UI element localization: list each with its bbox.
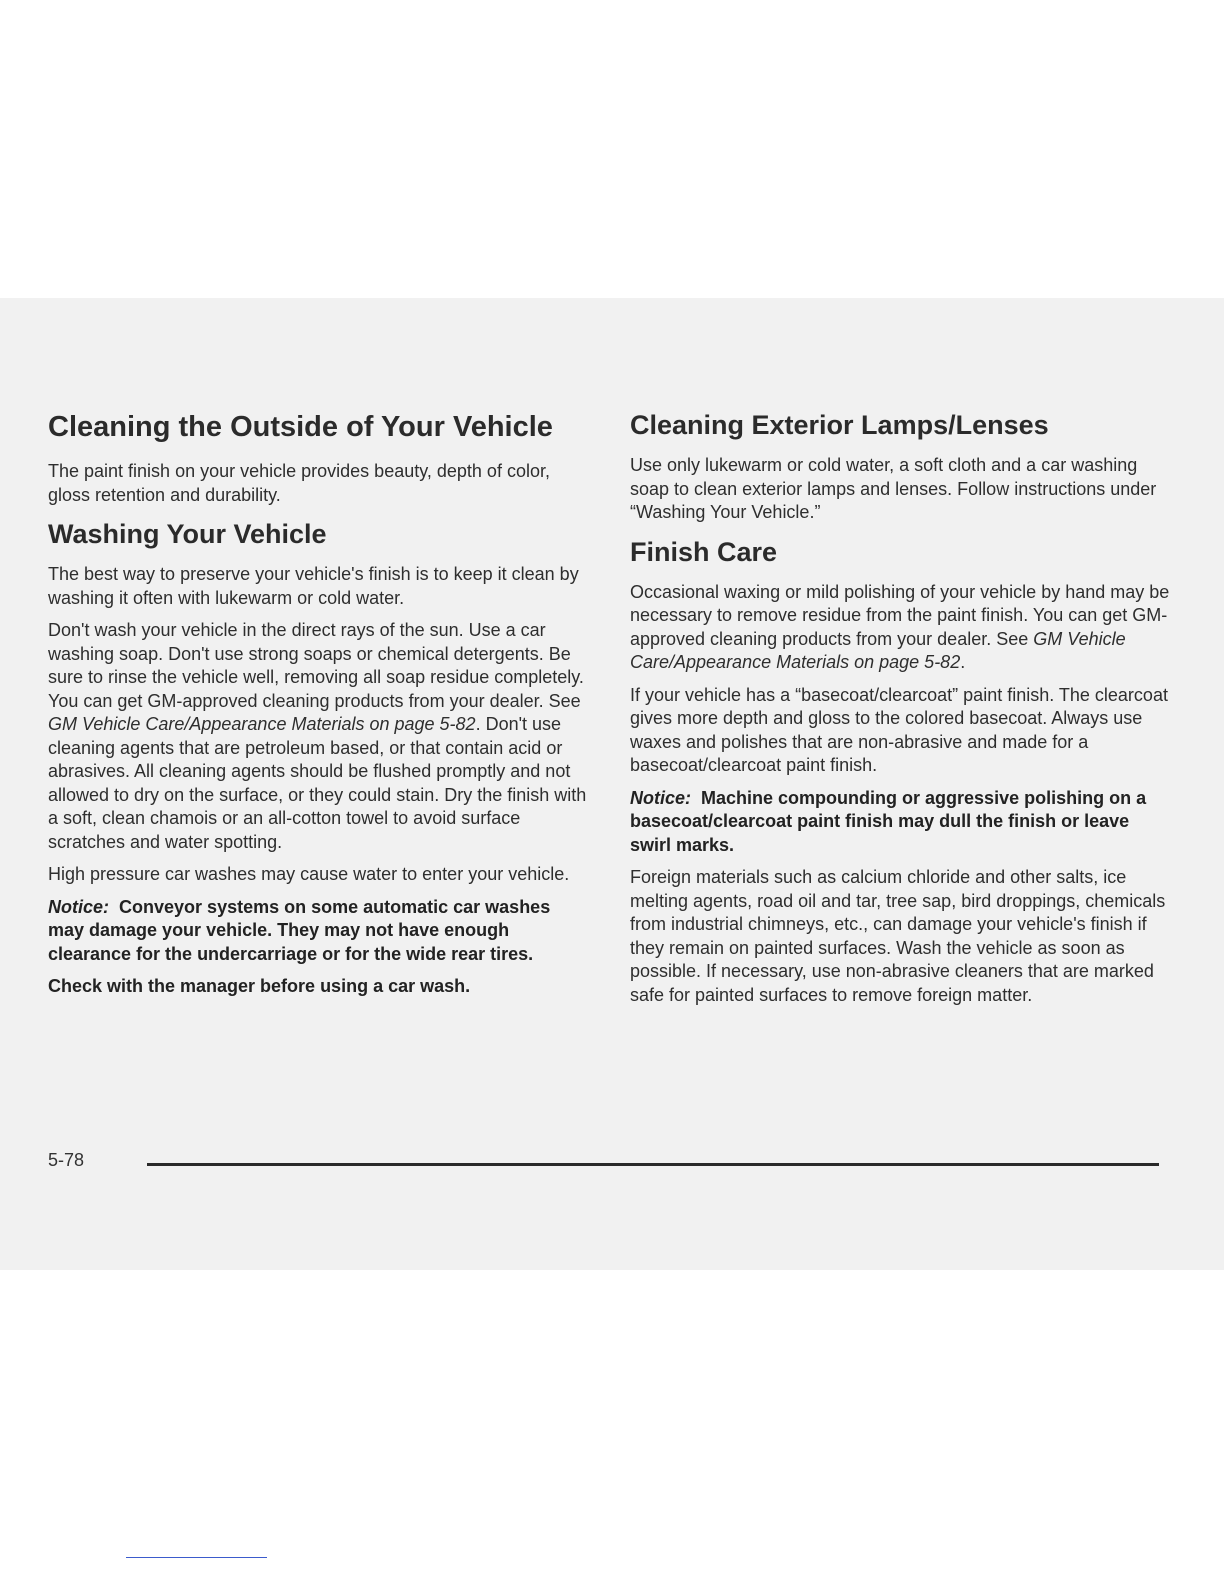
right-column (630, 408, 1175, 1016)
bottom-link-underline (126, 1557, 267, 1558)
page-number: 5-78 (48, 1150, 85, 1170)
washing-p2-text-a: Don't wash your vehicle in the direct rays of the sun. Use a car washing soap. Don't use strong soaps or chemical detergents. Be sure to rinse the vehicle well, removing all soap residue completely. You can get GM-approved cleaning products from your dealer. See (48, 620, 584, 711)
notice-text: Machine compounding or aggressive polishing on a basecoat/clearcoat paint finish may dull the finish or leave swirl marks. (630, 787, 1147, 855)
heading-cleaning-lamps: Cleaning Exterior Lamps/Lenses (630, 410, 1049, 440)
finish-p1-text-a: Occasional waxing or mild polishing of your vehicle by hand may be necessary to remove residue from the paint finish. You can get GM-approved cleaning products from your dealer. See (630, 581, 1170, 649)
footer-rule (147, 1163, 1159, 1166)
notice-conveyor (48, 896, 588, 967)
notice-label: Notice: (48, 896, 110, 917)
intro-paragraph: The paint finish on your vehicle provides beauty, depth of color, gloss retention and durability. (48, 461, 550, 505)
notice-text: Conveyor systems on some automatic car washes may damage your vehicle. They may not have enough clearance for the undercarriage or for the wide rear tires. (48, 896, 551, 964)
finish-p1-text-b: . (960, 652, 966, 672)
washing-paragraph-2 (48, 619, 588, 854)
finish-paragraph-2: If your vehicle has a “basecoat/clearcoat” paint finish. The clearcoat gives more depth and gloss to the colored basecoat. Always use waxes and polishes that are non-abrasive and made for a basecoat/clearcoat paint finish. (630, 684, 1168, 775)
section-title-cleaning-outside: Cleaning the Outside of Your Vehicle (48, 411, 553, 443)
check-manager-line: Check with the manager before using a car wash. (48, 976, 471, 996)
foreign-materials-paragraph: Foreign materials such as calcium chloride and other salts, ice melting agents, road oil and tar, tree sap, bird droppings, chemicals from industrial chimneys, etc., can damage your vehicle's finish if they remain on painted surfaces. Wash the vehicle as soon as possible. If necessary, use non-abrasive cleaners that are marked safe for painted surfaces to remove foreign matter. (630, 867, 1166, 1005)
washing-p2-text-b: . Don't use cleaning agents that are petroleum based, or that contain acid or abrasives. All cleaning agents should be flushed promptly and not allowed to dry on the surface, or they could stain. Dry the finish with a soft, clean chamois or an all-cotton towel to avoid surface scratches and water spotting. (48, 714, 587, 852)
notice-compounding (630, 787, 1175, 858)
washing-paragraph-3: High pressure car washes may cause water to enter your vehicle. (48, 864, 570, 884)
heading-finish-care: Finish Care (630, 536, 778, 567)
washing-paragraph-1: The best way to preserve your vehicle's finish is to keep it clean by washing it often with lukewarm or cold water. (48, 564, 579, 608)
washing-p2-cross-reference: GM Vehicle Care/Appearance Materials on page 5-82 (48, 714, 476, 734)
lamps-paragraph: Use only lukewarm or cold water, a soft cloth and a car washing soap to clean exterior lamps and lenses. Follow instructions under “Washing Your Vehicle.” (630, 455, 1157, 522)
finish-paragraph-1 (630, 581, 1175, 675)
notice-label: Notice: (630, 787, 692, 808)
finish-p1-cross-reference: GM Vehicle Care/Appearance Materials on page 5-82 (630, 628, 1126, 672)
left-column (48, 408, 588, 1008)
heading-washing-your-vehicle: Washing Your Vehicle (48, 519, 327, 549)
